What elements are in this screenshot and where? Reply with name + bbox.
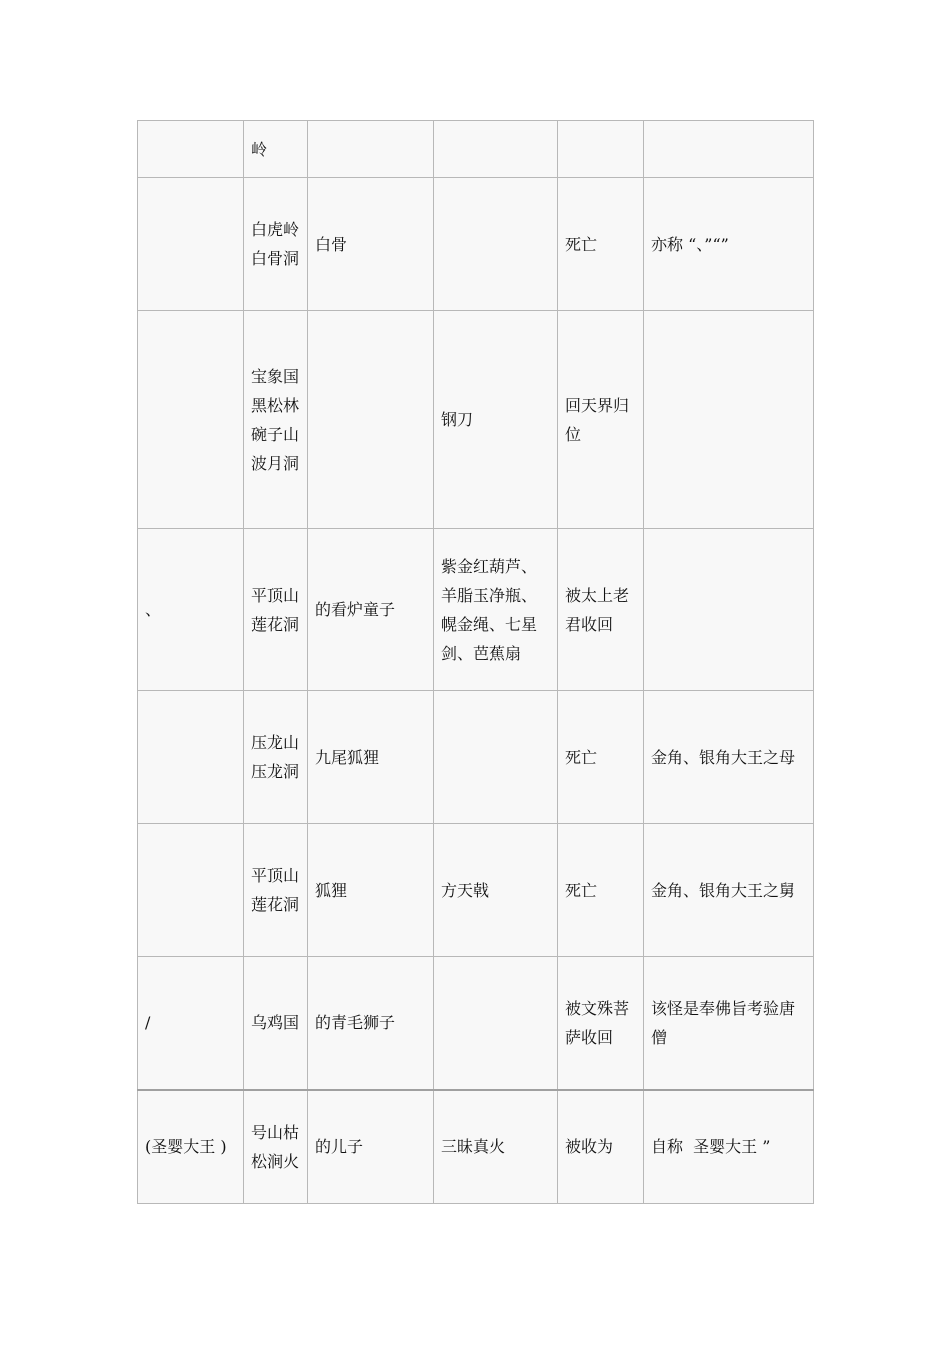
table-cell-name [138,121,244,178]
table-cell-outcome: 被太上老君收回 [558,529,644,691]
table-cell-identity: 狐狸 [308,824,434,957]
table-cell-name: / [138,957,244,1090]
table-cell-location: 宝象国黑松林碗子山波月洞 [244,311,308,529]
table-cell-name [138,311,244,529]
table-cell-identity [308,121,434,178]
table-cell-note: 自称 圣婴大王 ” [644,1090,814,1204]
table-cell-identity: 的青毛狮子 [308,957,434,1090]
table-cell-name [138,691,244,824]
table-cell-name [138,178,244,311]
table-cell-identity: 白骨 [308,178,434,311]
table-cell-outcome: 被收为 [558,1090,644,1204]
table-cell-note [644,311,814,529]
table-row [138,691,814,824]
table-cell-outcome: 死亡 [558,178,644,311]
table-cell-outcome: 回天界归位 [558,311,644,529]
table-cell-weapon [434,121,558,178]
table-cell-note [644,529,814,691]
table-cell-weapon: 钢刀 [434,311,558,529]
table-row [138,121,814,178]
table-cell-weapon: 紫金红葫芦、羊脂玉净瓶、幌金绳、七星剑、芭蕉扇 [434,529,558,691]
table-cell-location: 号山枯松涧火 [244,1090,308,1204]
table-cell-weapon [434,957,558,1090]
table-cell-identity: 的看炉童子 [308,529,434,691]
table-cell-outcome: 被文殊菩萨收回 [558,957,644,1090]
table-cell-location: 岭 [244,121,308,178]
table-row [138,178,814,311]
table-cell-identity: 的儿子 [308,1090,434,1204]
table-cell-name: 、 [138,529,244,691]
table-cell-note: 该怪是奉佛旨考验唐僧 [644,957,814,1090]
demon-table [137,120,814,1204]
table-cell-note: 金角、银角大王之舅 [644,824,814,957]
table-cell-weapon [434,178,558,311]
table-cell-location: 乌鸡国 [244,957,308,1090]
table-cell-location: 平顶山莲花洞 [244,529,308,691]
table-cell-note [644,121,814,178]
table-cell-identity [308,311,434,529]
table-cell-note: 金角、银角大王之母 [644,691,814,824]
table-cell-outcome [558,121,644,178]
table-row [138,1090,814,1204]
table-cell-outcome: 死亡 [558,691,644,824]
table-row [138,311,814,529]
table-cell-name [138,824,244,957]
table-cell-note: 亦称 “、”“” [644,178,814,311]
table-cell-location: 压龙山压龙洞 [244,691,308,824]
table-row [138,824,814,957]
table-cell-location: 白虎岭白骨洞 [244,178,308,311]
table-cell-weapon: 三昧真火 [434,1090,558,1204]
table-cell-identity: 九尾狐狸 [308,691,434,824]
table-cell-name: (圣婴大王 ) [138,1090,244,1204]
table-cell-weapon: 方天戟 [434,824,558,957]
table-cell-weapon [434,691,558,824]
table-row [138,529,814,691]
table-cell-outcome: 死亡 [558,824,644,957]
table-cell-location: 平顶山莲花洞 [244,824,308,957]
table-row [138,957,814,1090]
